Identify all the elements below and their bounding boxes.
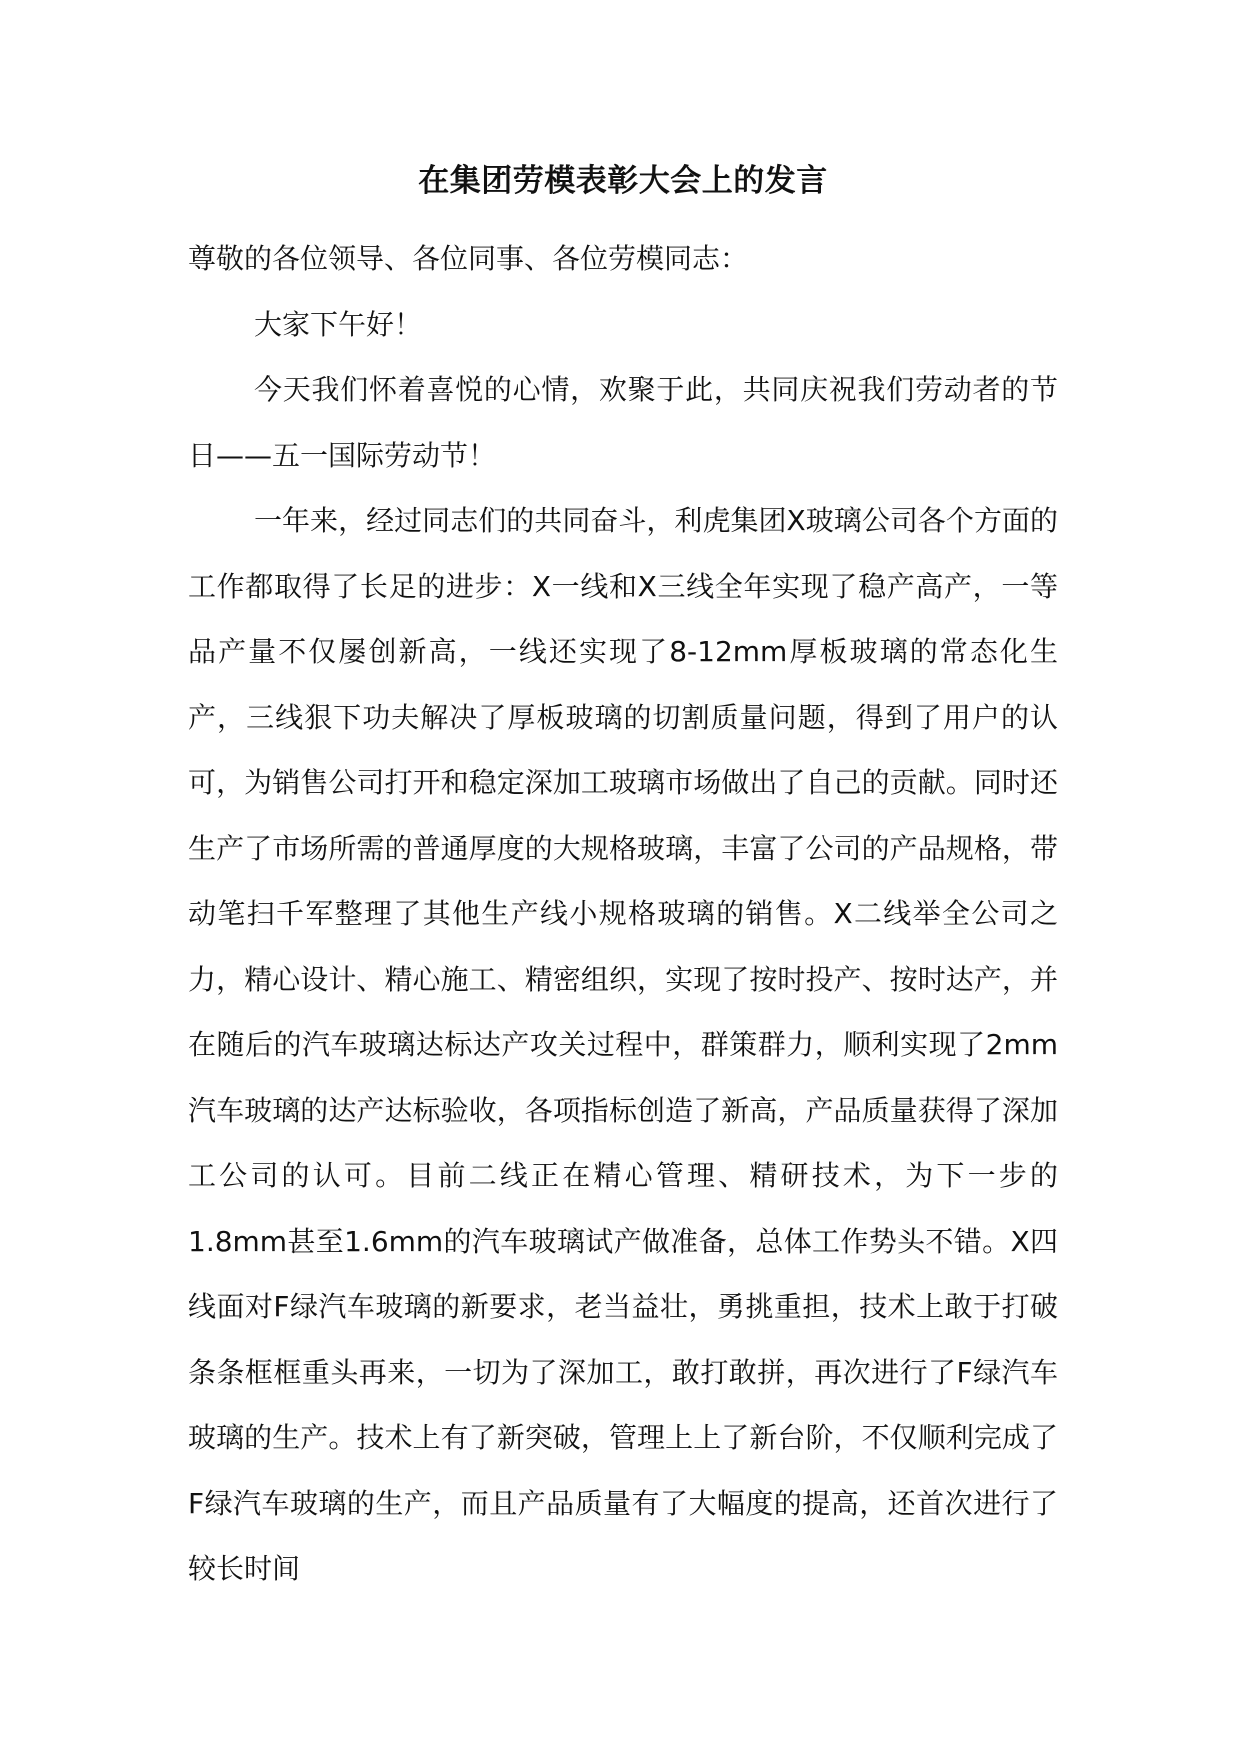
paragraph-opening: 今天我们怀着喜悦的心情，欢聚于此，共同庆祝我们劳动者的节日——五一国际劳动节！ [188, 373, 1058, 472]
paragraph-greeting: 大家下午好！ [254, 307, 423, 341]
paragraph-achievements: 一年来，经过同志们的共同奋斗，利虎集团X玻璃公司各个方面的工作都取得了长足的进步：X一线和X三线全年实现了稳产高产，一等品产量不仅屡创新高，一线还实现了8-12mm厚板玻璃的常态化生产，三线狠下功夫解决了厚板玻璃的切割质量问题，得到了用户的认可，为销售公司打开和稳定深加工玻璃市场做出了自己的贡献。同时还生产了市场所需的普通厚度的大规格玻璃，丰富了公司的产品规格，带动笔扫千军整理了其他生产线小规格玻璃的销售。X二线举全公司之力，精心设计、精心施工、精密组织，实现了按时投产、按时达产，并在随后的汽车玻璃达标达产攻关过程中，群策群力，顺利实现了2mm汽车玻璃的达产达标验收，各项指标创造了新高，产品质量获得了深加工公司的认可。目前二线正在精心管理、精研技术，为下一步的1.8mm甚至1.6mm的汽车玻璃试产做准备，总体工作势头不错。X四线面对F绿汽车玻璃的新要求，老当益壮，勇挑重担，技术上敢于打破条条框框重头再来，一切为了深加工，敢打敢拼，再次进行了F绿汽车玻璃的生产。技术上有了新突破，管理上上了新台阶，不仅顺利完成了F绿汽车玻璃的生产，而且产品质量有了大幅度的提高，还首次进行了较长时间 [188, 504, 1058, 1585]
document-page [188, 150, 1058, 1602]
document-title: 在集团劳模表彰大会上的发言 [418, 163, 828, 199]
salutation: 尊敬的各位领导、各位同事、各位劳模同志： [188, 242, 749, 275]
